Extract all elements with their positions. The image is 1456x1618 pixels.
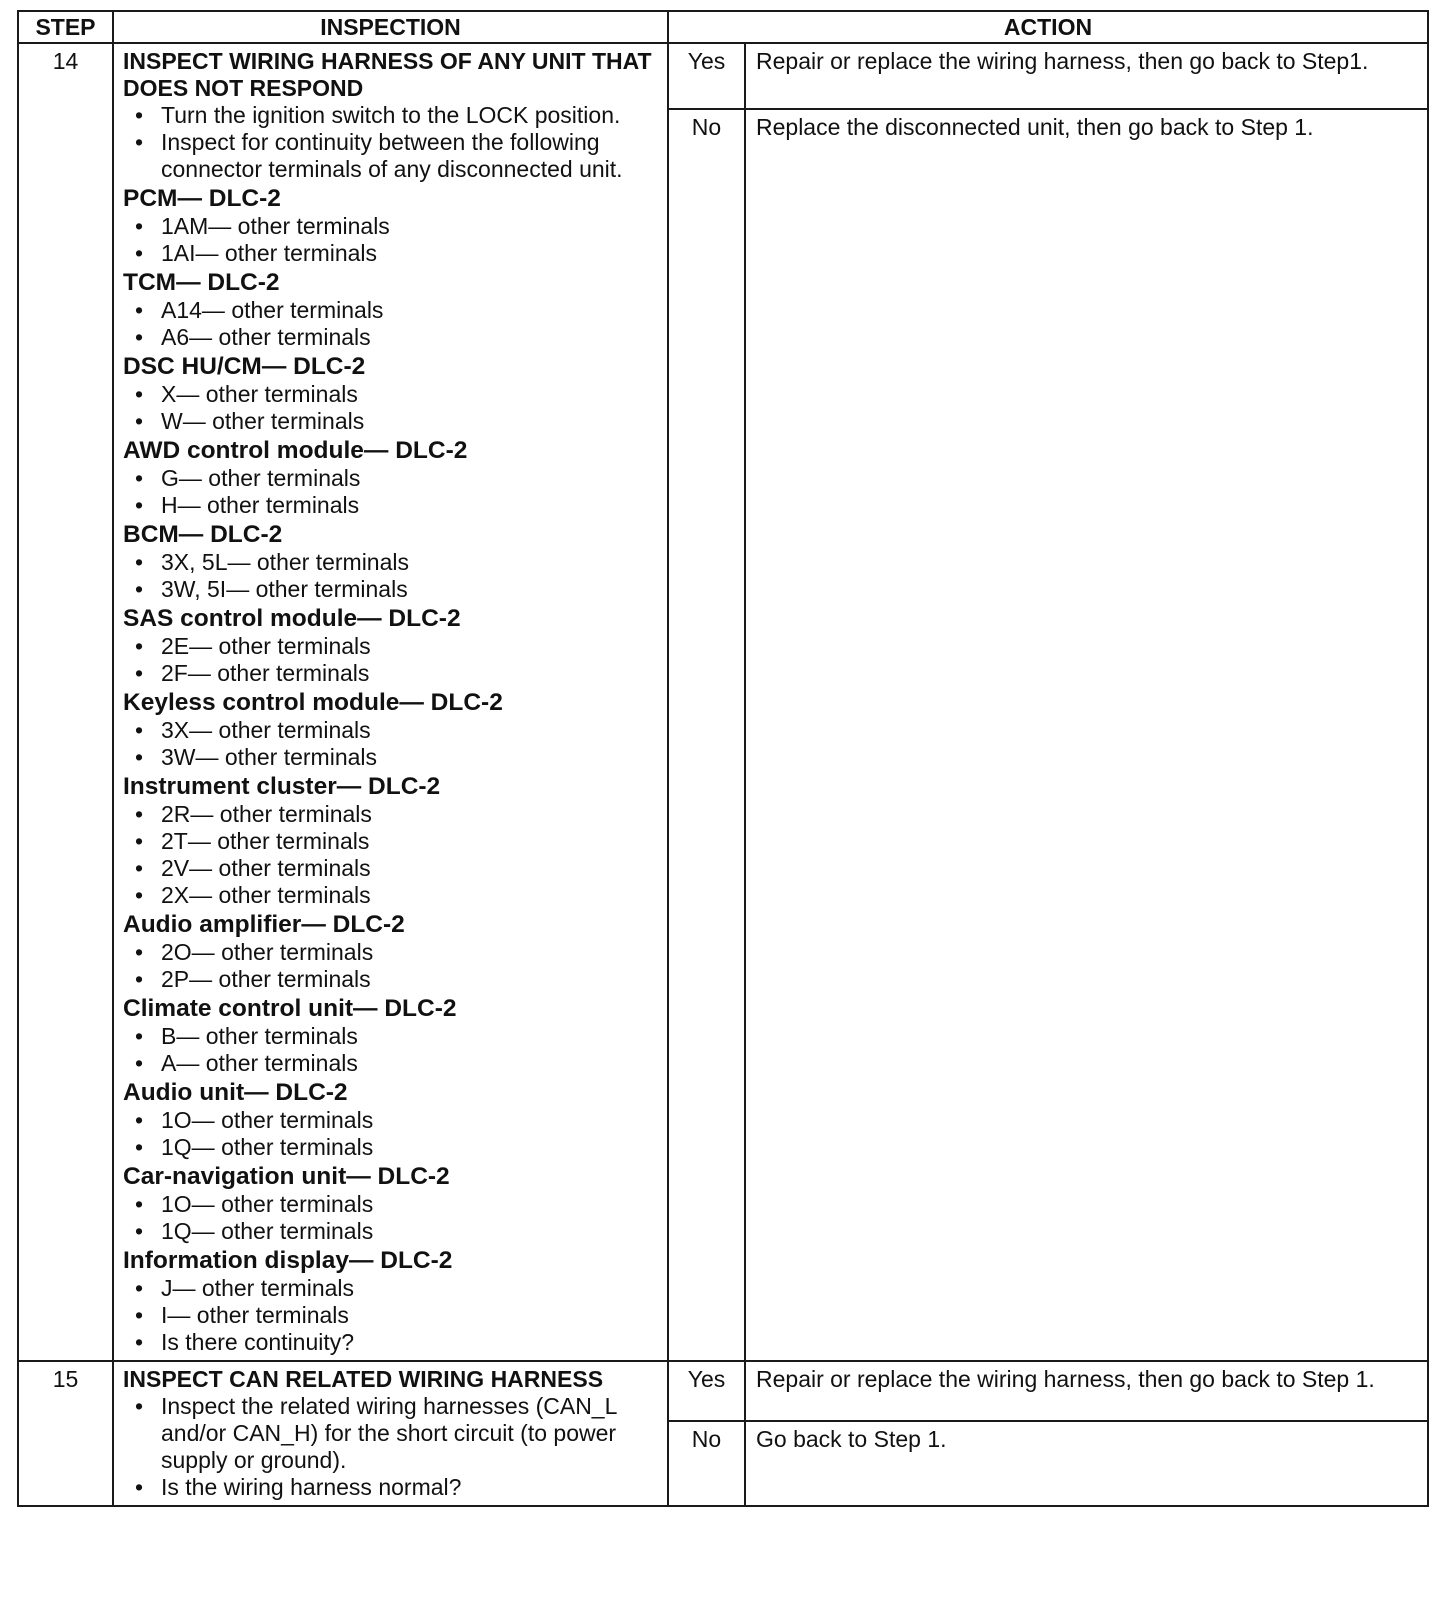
list-item: • 3X, 5L— other terminals [123,549,661,576]
terminal-list [123,1191,661,1245]
step-14-yes-label: Yes [668,43,745,109]
header-row [18,11,1428,43]
list-item: • Is the wiring harness normal? [123,1474,661,1501]
step-14-yes-row [18,43,1428,109]
list-item: • G— other terminals [123,465,661,492]
terminal-group-heading: Instrument cluster— DLC-2 [123,773,441,800]
terminal-group-heading: Climate control unit— DLC-2 [123,995,457,1022]
step-15-title: INSPECT CAN RELATED WIRING HARNESS [123,1366,604,1392]
terminal-list [123,1275,661,1356]
terminal-list [123,213,661,267]
list-item: • W— other terminals [123,408,661,435]
terminal-group-heading: Information display— DLC-2 [123,1247,453,1274]
list-item: • 1Q— other terminals [123,1218,661,1245]
step-14-no-action: Replace the disconnected unit, then go back to Step 1. [745,109,1428,1361]
terminal-list [123,633,661,687]
list-item: • Inspect the related wiring harnesses (CAN_L and/or CAN_H) for the short circuit (to power supply or ground). [123,1393,661,1474]
terminal-list [123,1023,661,1077]
list-item: • H— other terminals [123,492,661,519]
step-15-yes-label: Yes [668,1361,745,1421]
list-item: • 1AI— other terminals [123,240,661,267]
step-14-intro-list [123,102,661,183]
terminal-group-heading: Keyless control module— DLC-2 [123,689,503,716]
terminal-group-heading: AWD control module— DLC-2 [123,437,468,464]
step-14-no-label: No [668,109,745,1361]
list-item: • A6— other terminals [123,324,661,351]
list-item: • X— other terminals [123,381,661,408]
step-header: STEP [18,11,113,43]
list-item: • 2X— other terminals [123,882,661,909]
terminal-list [123,465,661,519]
list-item: • A— other terminals [123,1050,661,1077]
terminal-list [123,297,661,351]
list-item: • 1O— other terminals [123,1191,661,1218]
list-item: • 3X— other terminals [123,717,661,744]
terminal-group-heading: Audio amplifier— DLC-2 [123,911,405,938]
step-15-no-label: No [668,1421,745,1506]
step-15-list [123,1393,661,1501]
terminal-list [123,801,661,909]
list-item: • 1AM— other terminals [123,213,661,240]
list-item: • I— other terminals [123,1302,661,1329]
list-item: • 3W— other terminals [123,744,661,771]
terminal-list [123,717,661,771]
list-item: • 2P— other terminals [123,966,661,993]
terminal-list [123,939,661,993]
terminal-group-heading: DSC HU/CM— DLC-2 [123,353,366,380]
terminal-group-heading: Car-navigation unit— DLC-2 [123,1163,450,1190]
step-15-no-action: Go back to Step 1. [745,1421,1428,1506]
list-item: • 2R— other terminals [123,801,661,828]
terminal-list [123,1107,661,1161]
terminal-group-heading: PCM— DLC-2 [123,185,281,212]
step-14-yes-action: Repair or replace the wiring harness, then go back to Step1. [745,43,1428,109]
list-item: • J— other terminals [123,1275,661,1302]
list-item: • A14— other terminals [123,297,661,324]
list-item: • B— other terminals [123,1023,661,1050]
step-14-title: INSPECT WIRING HARNESS OF ANY UNIT THAT DOES NOT RESPOND [123,48,652,101]
troubleshooting-table [17,10,1429,1507]
list-item: • Is there continuity? [123,1329,661,1356]
step-14-number: 14 [18,43,113,1361]
list-item: • 2O— other terminals [123,939,661,966]
list-item: • 2V— other terminals [123,855,661,882]
list-item: • 3W, 5I— other terminals [123,576,661,603]
list-item: • 2T— other terminals [123,828,661,855]
terminal-group-heading: SAS control module— DLC-2 [123,605,461,632]
list-item: • Turn the ignition switch to the LOCK position. [123,102,661,129]
step-15-yes-action: Repair or replace the wiring harness, then go back to Step 1. [745,1361,1428,1421]
step-15-number: 15 [18,1361,113,1506]
step-15-inspection [113,1361,668,1506]
terminal-list [123,381,661,435]
terminal-group-heading: TCM— DLC-2 [123,269,280,296]
step-14-inspection [113,43,668,1361]
list-item: • Inspect for continuity between the following connector terminals of any disconnected unit. [123,129,661,183]
inspection-header: INSPECTION [113,11,668,43]
terminal-group-heading: BCM— DLC-2 [123,521,283,548]
action-header: ACTION [668,11,1428,43]
terminal-group-heading: Audio unit— DLC-2 [123,1079,348,1106]
terminal-list [123,549,661,603]
list-item: • 1O— other terminals [123,1107,661,1134]
terminal-groups [123,184,661,1356]
step-15-yes-row [18,1361,1428,1421]
list-item: • 2F— other terminals [123,660,661,687]
list-item: • 2E— other terminals [123,633,661,660]
list-item: • 1Q— other terminals [123,1134,661,1161]
